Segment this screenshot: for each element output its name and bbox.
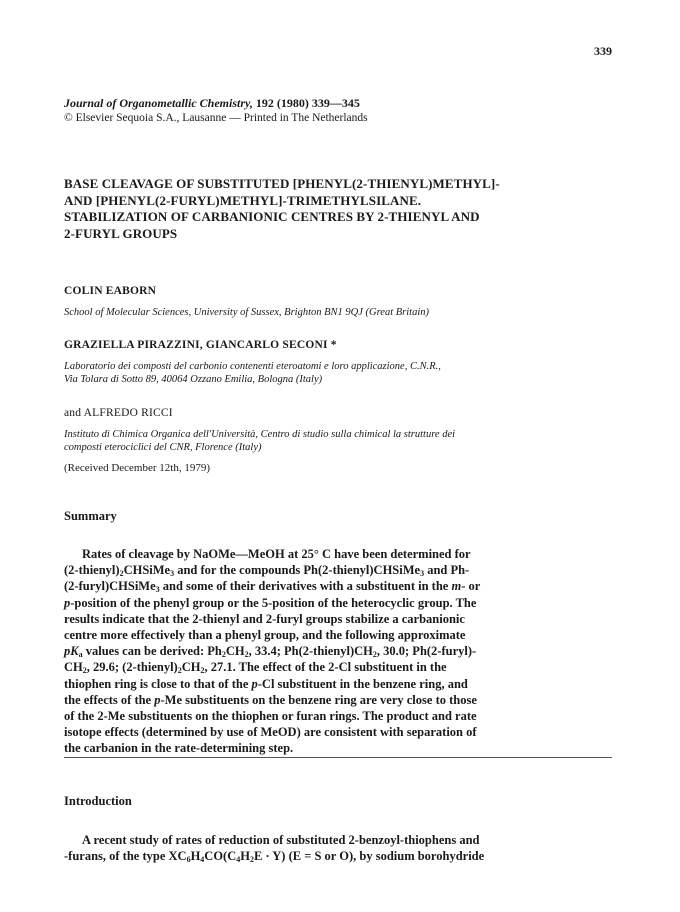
summary-text (64, 546, 612, 757)
publisher-line: © Elsevier Sequoia S.A., Lausanne — Printed in The Netherlands (64, 112, 368, 124)
author-name: COLIN EABORN (64, 285, 157, 297)
affiliation-line: Instituto di Chimica Organica dell'Università, Centro di studio sulla chimical la strutture dei (64, 429, 456, 440)
author-name: GRAZIELLA PIRAZZINI, GIANCARLO SECONI * (64, 339, 337, 351)
author-affiliation (64, 306, 624, 319)
title-line: 2-FURYL GROUPS (64, 225, 178, 241)
author-name: and ALFREDO RICCI (64, 407, 173, 419)
text-line: (2-furyl)CHSiMe$_3$ and some of their derivatives with a substituent in the m- or (64, 579, 481, 595)
text-line: the effects of the p-Me substituents on the benzene ring are very close to those (64, 692, 477, 707)
text-line: thiophen ring is close to that of the p-Cl substituent in the benzene ring, and (64, 676, 468, 691)
journal-citation: 192 (1980) 339—345 (255, 96, 360, 110)
journal-name: Journal of Organometallic Chemistry, (64, 96, 253, 110)
text-line: Rates of cleavage by NaOMe—MeOH at 25° C have been determined for (82, 547, 471, 561)
text-line: $(2-thienyl)_2CHSiMe_3$ and for the compounds Ph(2-thienyl)CHSiMe$_3$ and Ph- (64, 563, 470, 579)
title-line: BASE CLEAVAGE OF SUBSTITUTED [PHENYL(2-THIENYL)METHYL]- (64, 176, 500, 191)
text-line: centre more effectively than a phenyl group, and the following approximate (64, 628, 466, 643)
title-line: AND [PHENYL(2-FURYL)METHYL]-TRIMETHYLSILANE. (64, 192, 422, 208)
text-line: isotope effects (determined by use of MeOD) are consistent with separation of (64, 725, 477, 740)
text-line: $pK_a$ values can be derived: $Ph_2CH_2$, 33.4; $Ph(2-thienyl)CH_2$, 30.0; Ph(2-furyl)- (64, 644, 477, 660)
text-line: results indicate that the 2-thienyl and 2-furyl groups stabilize a carbanionic (64, 611, 465, 626)
affiliation-line: Via Tolara di Sotto 89, 40064 Ozzano Emilia, Bologna (Italy) (64, 374, 323, 385)
received-date: (Received December 12th, 1979) (64, 462, 210, 474)
summary-heading: Summary (64, 509, 117, 523)
text-line: p-position of the phenyl group or the 5-position of the heterocyclic group. The (64, 595, 477, 610)
section-divider (64, 757, 612, 758)
text-line: -furans, of the type $XC_6H_4CO(C_4H_2E \cdot Y) (E = S$ or O), by sodium borohydride (64, 849, 485, 865)
journal-header (64, 96, 368, 126)
author-affiliation (64, 360, 624, 386)
affiliation-line: composti eterociclici del CNR, Florence (Italy) (64, 442, 262, 453)
text-line: $CH_2$, 29.6; $(2-thienyl)_2CH_2$, 27.1. The effect of the 2-Cl substituent in the (64, 660, 447, 676)
introduction-heading: Introduction (64, 794, 132, 808)
page-number: 339 (594, 44, 612, 58)
article-title (64, 176, 624, 242)
affiliation-line: Laboratorio dei composti del carbonio contenenti eteroatomi e loro applicazione, C.N.R., (64, 361, 441, 372)
affiliation-line: School of Molecular Sciences, University of Sussex, Brighton BN1 9QJ (Great Britain) (64, 307, 429, 318)
text-line: the carbanion in the rate-determining step. (64, 741, 294, 756)
text-line: A recent study of rates of reduction of substituted 2-benzoyl-thiophens and (82, 833, 480, 847)
title-line: STABILIZATION OF CARBANIONIC CENTRES BY 2-THIENYL AND (64, 209, 480, 224)
introduction-text (64, 832, 612, 864)
text-line: of the 2-Me substituents on the thiophen or furan rings. The product and rate (64, 709, 477, 724)
author-affiliation (64, 428, 624, 454)
